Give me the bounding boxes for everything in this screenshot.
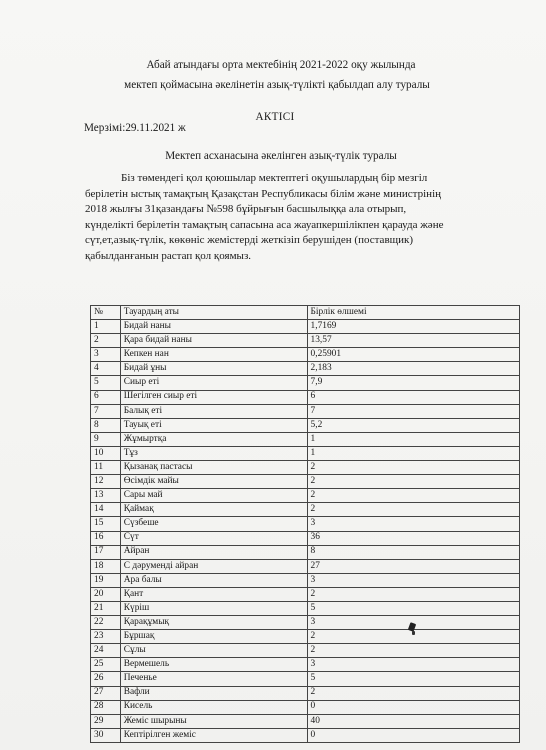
row-number-cell: 10: [91, 446, 121, 460]
row-number-cell: 26: [91, 672, 121, 686]
paragraph-line: берілетін ыстық тамақтың Қазақстан Республикасы білім және министрінің: [85, 187, 442, 200]
table-row: [91, 728, 520, 742]
product-name-cell: Сары май: [120, 489, 307, 503]
row-number-cell: 21: [91, 601, 121, 615]
unit-value-cell: 3: [307, 658, 519, 672]
document-date: Мерзімі:29.11.2021 ж: [84, 122, 186, 134]
table-row: [91, 714, 520, 728]
product-name-cell: Вермешель: [120, 658, 307, 672]
row-number-cell: 20: [91, 587, 121, 601]
product-name-cell: Жеміс шырыны: [120, 714, 307, 728]
table-row: [91, 630, 520, 644]
product-name-cell: Сүзбеше: [120, 517, 307, 531]
table-row: [91, 404, 520, 418]
row-number-cell: 8: [91, 418, 121, 432]
table-row: [91, 320, 520, 334]
table-row: [91, 390, 520, 404]
table-row: [91, 489, 520, 503]
row-number-cell: 9: [91, 432, 121, 446]
product-name-cell: Тауық еті: [120, 418, 307, 432]
unit-value-cell: 1: [307, 446, 519, 460]
table-row: [91, 503, 520, 517]
unit-value-cell: 7: [307, 404, 519, 418]
act-heading: АКТІСІ: [255, 111, 295, 123]
paragraph-line: 2018 жылғы 31қазандағы №598 бұйрығын басшылыққа ала отырып,: [85, 203, 407, 215]
table-row: [91, 616, 520, 630]
product-name-cell: Тұз: [120, 446, 307, 460]
unit-value-cell: 3: [307, 616, 519, 630]
table-row: [91, 559, 520, 573]
row-number-cell: 23: [91, 630, 121, 644]
table-row: [91, 432, 520, 446]
table-row: [91, 461, 520, 475]
products-table: [90, 305, 520, 743]
unit-value-cell: 2: [307, 489, 519, 503]
product-name-cell: Кепкен нан: [120, 348, 307, 362]
row-number-cell: 6: [91, 390, 121, 404]
row-number-cell: 1: [91, 320, 121, 334]
product-name-cell: Сұлы: [120, 644, 307, 658]
row-number-cell: 19: [91, 573, 121, 587]
product-name-cell: Кептірілген жеміс: [120, 728, 307, 742]
unit-value-cell: 2,183: [307, 362, 519, 376]
body-paragraph: [85, 171, 485, 264]
row-number-cell: 30: [91, 728, 121, 742]
paragraph-line: қабылданғанын растап қол қоямыз.: [85, 249, 252, 262]
unit-value-cell: 0,25901: [307, 348, 519, 362]
unit-value-cell: 2: [307, 644, 519, 658]
table-row: [91, 475, 520, 489]
row-number-cell: 17: [91, 545, 121, 559]
unit-value-cell: 36: [307, 531, 519, 545]
row-number-cell: 3: [91, 348, 121, 362]
table-row: [91, 531, 520, 545]
row-number-cell: 13: [91, 489, 121, 503]
table-row: [91, 376, 520, 390]
table-row: [91, 700, 520, 714]
table-row: [91, 334, 520, 348]
product-name-cell: Сиыр еті: [120, 376, 307, 390]
row-number-cell: 22: [91, 616, 121, 630]
unit-value-cell: 8: [307, 545, 519, 559]
table-row: [91, 587, 520, 601]
product-name-cell: Вафли: [120, 686, 307, 700]
row-number-cell: 29: [91, 714, 121, 728]
product-name-cell: Қаймақ: [120, 503, 307, 517]
product-name-cell: Өсімдік майы: [120, 475, 307, 489]
product-name-cell: Печенье: [120, 672, 307, 686]
unit-value-cell: 5: [307, 601, 519, 615]
table-row: [91, 446, 520, 460]
row-number-cell: 4: [91, 362, 121, 376]
product-name-cell: Қызанақ пастасы: [120, 461, 307, 475]
table-row: [91, 686, 520, 700]
row-number-cell: 25: [91, 658, 121, 672]
unit-value-cell: 2: [307, 630, 519, 644]
product-name-cell: Бұршақ: [120, 630, 307, 644]
product-name-cell: Күріш: [120, 601, 307, 615]
row-number-cell: 27: [91, 686, 121, 700]
row-number-cell: 14: [91, 503, 121, 517]
product-name-cell: Ара балы: [120, 573, 307, 587]
product-name-cell: Кисель: [120, 700, 307, 714]
product-name-cell: Айран: [120, 545, 307, 559]
row-number-cell: 24: [91, 644, 121, 658]
table-row: [91, 658, 520, 672]
unit-value-cell: 2: [307, 587, 519, 601]
product-name-cell: Балық еті: [120, 404, 307, 418]
table-row: [91, 644, 520, 658]
unit-value-cell: 2: [307, 686, 519, 700]
ink-smudge: [412, 631, 415, 635]
unit-value-cell: 40: [307, 714, 519, 728]
row-number-cell: 16: [91, 531, 121, 545]
product-name-cell: С дәруменді айран: [120, 559, 307, 573]
document-title-line-2: мектеп қоймасына әкелінетін азық-түлікті қабылдап алу туралы: [124, 79, 430, 91]
header-unit: Бірлік өлшемі: [307, 306, 519, 320]
unit-value-cell: 1: [307, 432, 519, 446]
product-name-cell: Қант: [120, 587, 307, 601]
table-row: [91, 348, 520, 362]
table-header-row: [91, 306, 520, 320]
unit-value-cell: 0: [307, 700, 519, 714]
unit-value-cell: 3: [307, 573, 519, 587]
table-row: [91, 672, 520, 686]
unit-value-cell: 6: [307, 390, 519, 404]
row-number-cell: 5: [91, 376, 121, 390]
table-row: [91, 517, 520, 531]
paragraph-line: Біз төмендегі қол қоюшылар мектептегі оқушылардың бір мезгіл: [121, 172, 428, 184]
paragraph-line: сүт,ет,азық-түлік, көкөніс жемістерді жеткізіп берушіден (поставщик): [85, 234, 413, 246]
table-row: [91, 418, 520, 432]
unit-value-cell: 27: [307, 559, 519, 573]
row-number-cell: 12: [91, 475, 121, 489]
unit-value-cell: 2: [307, 461, 519, 475]
unit-value-cell: 0: [307, 728, 519, 742]
unit-value-cell: 2: [307, 475, 519, 489]
unit-value-cell: 5,2: [307, 418, 519, 432]
product-name-cell: Қарақұмық: [120, 616, 307, 630]
row-number-cell: 18: [91, 559, 121, 573]
product-name-cell: Жұмыртқа: [120, 432, 307, 446]
table-row: [91, 573, 520, 587]
paragraph-line: күнделікті берілетін тамақтың сапасына аса жауапкершілікпен қарауда және: [85, 218, 444, 231]
unit-value-cell: 13,57: [307, 334, 519, 348]
table-row: [91, 362, 520, 376]
product-name-cell: Шегілген сиыр еті: [120, 390, 307, 404]
product-name-cell: Қара бидай наны: [120, 334, 307, 348]
unit-value-cell: 5: [307, 672, 519, 686]
header-number: №: [91, 306, 121, 320]
row-number-cell: 28: [91, 700, 121, 714]
header-product-name: Тауардың аты: [120, 306, 307, 320]
row-number-cell: 11: [91, 461, 121, 475]
unit-value-cell: 7,9: [307, 376, 519, 390]
unit-value-cell: 1,7169: [307, 320, 519, 334]
document-subtitle: Мектеп асханасына әкелінген азық-түлік туралы: [165, 150, 397, 162]
unit-value-cell: 3: [307, 517, 519, 531]
document-title-line-1: Абай атындағы орта мектебінің 2021-2022 оқу жылында: [146, 59, 416, 71]
table-row: [91, 545, 520, 559]
row-number-cell: 15: [91, 517, 121, 531]
table-row: [91, 601, 520, 615]
product-name-cell: Бидай ұны: [120, 362, 307, 376]
row-number-cell: 7: [91, 404, 121, 418]
row-number-cell: 2: [91, 334, 121, 348]
product-name-cell: Сүт: [120, 531, 307, 545]
product-name-cell: Бидай наны: [120, 320, 307, 334]
unit-value-cell: 2: [307, 503, 519, 517]
